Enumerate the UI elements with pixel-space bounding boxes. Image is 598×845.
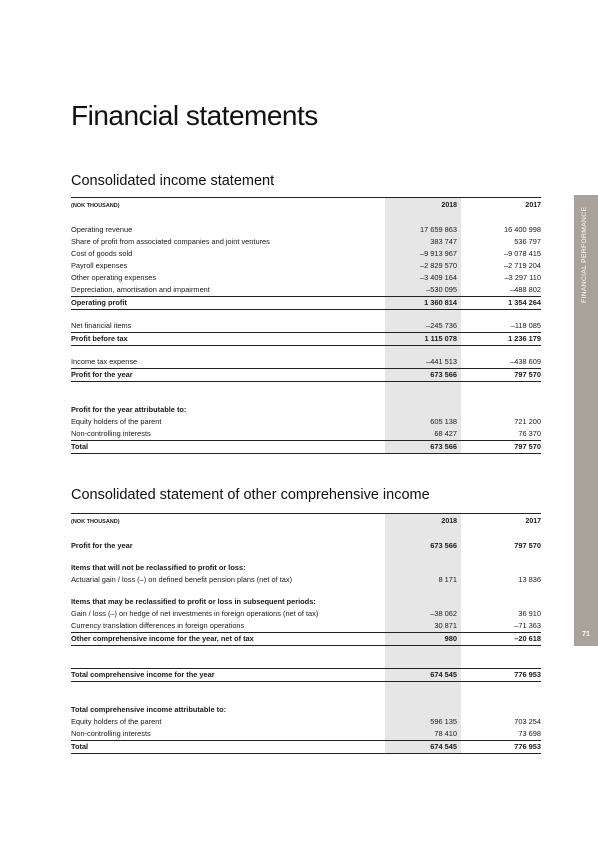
value-2018: 8 171 bbox=[385, 574, 461, 586]
table-row bbox=[71, 608, 541, 620]
unit-label: (NOK THOUSAND) bbox=[71, 514, 385, 531]
value-2017: 703 254 bbox=[514, 717, 541, 726]
row-label: Operating profit bbox=[71, 297, 385, 310]
table-row bbox=[71, 428, 541, 441]
table-row bbox=[71, 320, 541, 333]
table-row bbox=[71, 260, 541, 272]
table-row bbox=[71, 284, 541, 297]
table-row-oci-net bbox=[71, 633, 541, 646]
oci-statement-table bbox=[71, 513, 541, 754]
row-label: Other comprehensive income for the year, net of tax bbox=[71, 633, 385, 646]
table-header bbox=[71, 514, 541, 531]
value-2017: 776 953 bbox=[469, 741, 541, 754]
unit-label: (NOK THOUSAND) bbox=[71, 198, 385, 215]
row-label: Operating revenue bbox=[71, 225, 133, 234]
value-2018: 68 427 bbox=[385, 428, 461, 441]
value-2017: –438 609 bbox=[510, 357, 541, 366]
value-2018: 605 138 bbox=[385, 416, 461, 428]
row-label: Profit for the year bbox=[71, 369, 385, 382]
value-2017: –9 078 415 bbox=[504, 249, 541, 258]
oci-statement-title: Consolidated statement of other comprehensive income bbox=[71, 487, 430, 503]
value-2017: –71 363 bbox=[514, 621, 541, 630]
value-2017: 797 570 bbox=[469, 369, 541, 382]
value-2018: –245 736 bbox=[385, 320, 461, 333]
row-label: Total bbox=[71, 441, 385, 454]
table-row bbox=[71, 716, 541, 728]
value-2018: 383 747 bbox=[385, 236, 461, 248]
row-label: Depreciation, amortisation and impairment bbox=[71, 285, 210, 294]
row-label: Other operating expenses bbox=[71, 273, 157, 282]
row-label: Actuarial gain / loss (–) on defined benefit pension plans (net of tax) bbox=[71, 575, 293, 584]
table-row bbox=[71, 620, 541, 633]
value-2017: –2 719 204 bbox=[504, 261, 541, 270]
page-title: Financial statements bbox=[71, 100, 318, 131]
row-label: Total comprehensive income attributable to: bbox=[71, 705, 227, 714]
value-2017: 16 400 998 bbox=[504, 225, 541, 234]
row-label: Income tax expense bbox=[71, 357, 138, 366]
value-2017: 776 953 bbox=[469, 669, 541, 682]
value-2017: 36 910 bbox=[518, 609, 541, 618]
value-2018: 673 566 bbox=[385, 369, 461, 382]
row-label: Equity holders of the parent bbox=[71, 717, 162, 726]
table-row bbox=[71, 272, 541, 284]
row-label: Net financial items bbox=[71, 321, 132, 330]
table-row bbox=[71, 574, 541, 586]
value-2018: 980 bbox=[385, 633, 461, 646]
value-2017: –3 297 110 bbox=[504, 273, 541, 282]
value-2017: 73 698 bbox=[518, 729, 541, 738]
table-row bbox=[71, 416, 541, 428]
row-label: Profit before tax bbox=[71, 333, 385, 346]
row-label: Share of profit from associated companies and joint ventures bbox=[71, 237, 270, 246]
table-row bbox=[71, 728, 541, 741]
table-row bbox=[71, 236, 541, 248]
value-2018: 596 135 bbox=[385, 716, 461, 728]
row-label: Gain / loss (–) on hedge of net investments in foreign operations (net of tax) bbox=[71, 609, 319, 618]
table-subheading bbox=[71, 562, 541, 574]
value-2018: 1 115 078 bbox=[385, 333, 461, 346]
value-2018: 674 545 bbox=[385, 669, 461, 682]
value-2018: 673 566 bbox=[385, 540, 461, 552]
row-label: Cost of goods sold bbox=[71, 249, 133, 258]
income-statement-table bbox=[71, 197, 541, 454]
row-label: Total bbox=[71, 741, 385, 754]
row-label: Items that will not be reclassified to profit or loss: bbox=[71, 563, 246, 572]
value-2017: 721 200 bbox=[514, 417, 541, 426]
row-label: Total comprehensive income for the year bbox=[71, 669, 385, 682]
value-2018: 17 659 863 bbox=[385, 224, 461, 236]
row-label: Non-controlling interests bbox=[71, 729, 151, 738]
section-label: FINANCIAL PERFORMANCE bbox=[581, 206, 588, 303]
page-number: 71 bbox=[582, 631, 590, 638]
value-2018: –530 095 bbox=[385, 284, 461, 297]
table-row-total bbox=[71, 741, 541, 754]
value-2017: 1 236 179 bbox=[469, 333, 541, 346]
table-subheading bbox=[71, 704, 541, 716]
year-2017-header: 2017 bbox=[469, 514, 541, 531]
year-2018-header: 2018 bbox=[385, 514, 461, 531]
table-row bbox=[71, 248, 541, 260]
value-2018: –9 913 967 bbox=[385, 248, 461, 260]
income-statement-title: Consolidated income statement bbox=[71, 173, 275, 189]
table-row-operating-profit bbox=[71, 297, 541, 310]
table-row bbox=[71, 356, 541, 369]
table-subheading bbox=[71, 404, 541, 416]
section-side-tab bbox=[574, 195, 598, 646]
value-2017: 536 797 bbox=[514, 237, 541, 246]
value-2017: –488 802 bbox=[510, 285, 541, 294]
value-2018: –2 829 570 bbox=[385, 260, 461, 272]
table-subheading bbox=[71, 596, 541, 608]
row-label: Profit for the year attributable to: bbox=[71, 405, 187, 414]
table-row-profit-before-tax bbox=[71, 333, 541, 346]
value-2017: –118 085 bbox=[510, 321, 541, 330]
value-2018: 78 410 bbox=[385, 728, 461, 741]
value-2018: –3 409 164 bbox=[385, 272, 461, 284]
value-2018: –38 062 bbox=[385, 608, 461, 620]
row-label: Non-controlling interests bbox=[71, 429, 151, 438]
value-2017: 797 570 bbox=[514, 541, 541, 550]
table-header bbox=[71, 198, 541, 215]
table-row bbox=[71, 224, 541, 236]
row-label: Items that may be reclassified to profit or loss in subsequent periods: bbox=[71, 597, 316, 606]
year-2017-header: 2017 bbox=[469, 198, 541, 215]
row-label: Equity holders of the parent bbox=[71, 417, 162, 426]
value-2018: 674 545 bbox=[385, 741, 461, 754]
value-2018: 673 566 bbox=[385, 441, 461, 454]
table-row bbox=[71, 540, 541, 552]
row-label: Profit for the year bbox=[71, 541, 133, 550]
value-2017: 76 370 bbox=[518, 429, 541, 438]
value-2017: 13 836 bbox=[518, 575, 541, 584]
value-2017: 797 570 bbox=[469, 441, 541, 454]
year-2018-header: 2018 bbox=[385, 198, 461, 215]
value-2017: 1 354 264 bbox=[469, 297, 541, 310]
value-2018: 30 871 bbox=[385, 620, 461, 633]
value-2018: 1 360 814 bbox=[385, 297, 461, 310]
table-row-total-comprehensive bbox=[71, 669, 541, 682]
value-2018: –441 513 bbox=[385, 356, 461, 369]
table-row-profit-for-year bbox=[71, 369, 541, 382]
table-row-total bbox=[71, 441, 541, 454]
value-2017: –20 618 bbox=[469, 633, 541, 646]
row-label: Payroll expenses bbox=[71, 261, 128, 270]
row-label: Currency translation differences in foreign operations bbox=[71, 621, 245, 630]
